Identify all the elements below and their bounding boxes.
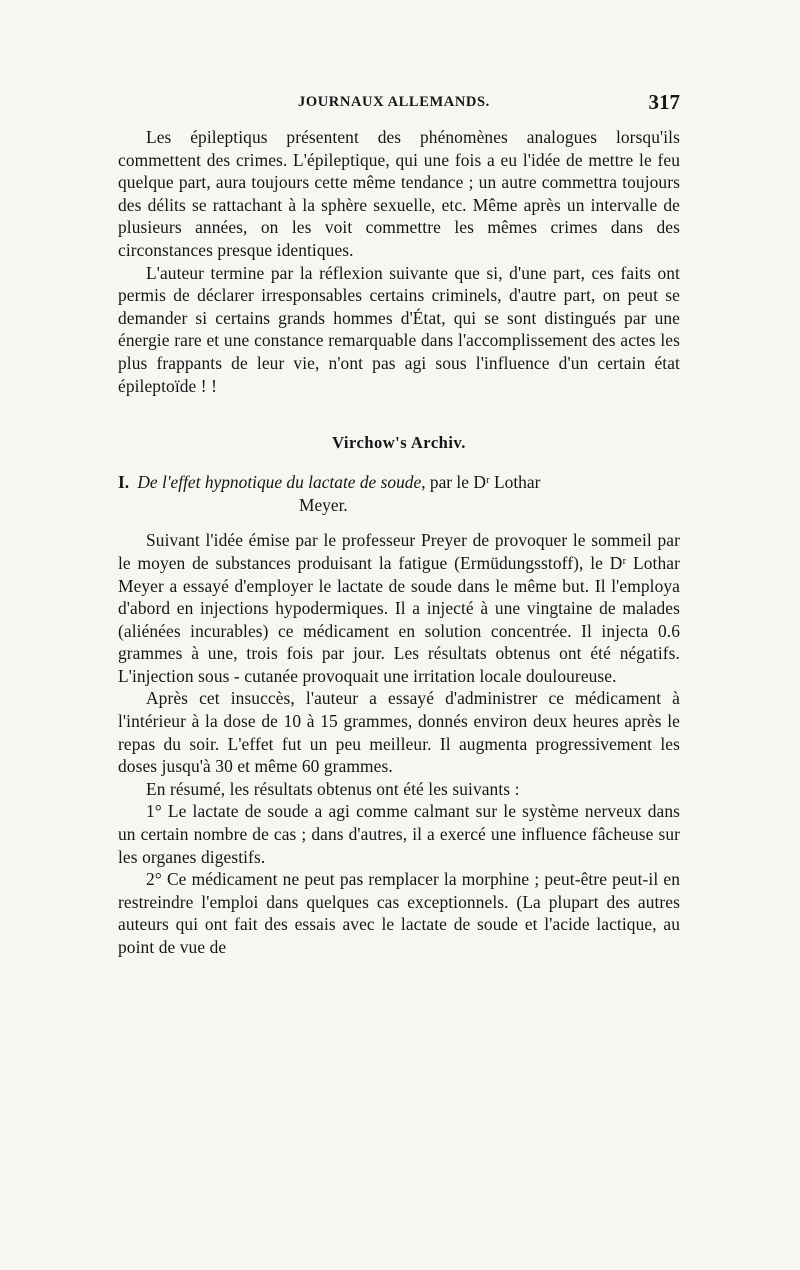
entry-author-suffix: Meyer. <box>299 494 348 515</box>
entry-heading <box>118 471 680 516</box>
paragraph: Les épileptiqus présentent des phénomènes analogues lorsqu'ils commettent des crimes. L'épileptique, qui une fois a eu l'idée de mettre le feu quelque part, aura toujours cette même tendance ; un autre commettra toujours des délits se rattachant à la sphère sexuelle, etc. Même après un intervalle de plusieurs années, on les voit commettre les mêmes crimes dans des circonstances presque identiques. <box>118 127 680 260</box>
section-title: Virchow's Archiv. <box>332 433 466 453</box>
paragraph: L'auteur termine par la réflexion suivante que si, d'une part, ces faits ont permis de déclarer irresponsables certains criminels, d'autre part, on peut se demander si certains grands hommes d'État, qui se sont distingués par une énergie rare et une constance remarquable dans l'accomplissement des actes les plus frappants de leur vie, n'ont pas agi sous l'influence d'un certain état épileptoïde ! ! <box>118 262 680 396</box>
paragraph: 2° Ce médicament ne peut pas remplacer la morphine ; peut-être peut-il en restreindre l'emploi dans quelques cas exceptionnels. (La plupart des autres auteurs qui ont fait des essais avec le lactate de soude et l'acide lactique, au point de vue de <box>118 869 680 957</box>
paragraph: En résumé, les résultats obtenus ont été les suivants : <box>146 778 520 799</box>
paragraph: Après cet insuccès, l'auteur a essayé d'administrer ce médicament à l'intérieur à la dose de 10 à 15 grammes, donnés environ deux heures après le repas du soir. L'effet fut un peu meilleur. Il augmenta progressivement les doses jusqu'à 30 et même 60 grammes. <box>118 688 680 777</box>
running-head <box>118 90 680 118</box>
paragraph: 1° Le lactate de soude a agi comme calmant sur le système nerveux dans un certain nombre de cas ; dans d'autres, il a exercé une influence fâcheuse sur les organes digestifs. <box>118 801 680 867</box>
entry-number: I. <box>118 472 130 493</box>
running-title: JOURNAUX ALLEMANDS. <box>298 94 490 110</box>
paragraph: Suivant l'idée émise par le professeur Preyer de provoquer le sommeil par le moyen de substances produisant la fatigue (Ermüdungsstoff), le Dʳ Lothar Meyer a essayé d'employer le lactate de soude dans le même but. Il l'employa d'abord en injections hypodermiques. Il a injecté à une vingtaine de malades (aliénées incurables) ce médicament en solution concentrée. Il injecta 0.6 grammes à une, trois fois par jour. Les résultats obtenus ont été négatifs. L'injection sous - cutanée provoquait une irritation locale douloureuse. <box>118 530 680 686</box>
entry-title: De l'effet hypnotique du lactate de soude <box>137 472 422 493</box>
page-number: 317 <box>648 90 680 114</box>
main-text <box>118 126 680 959</box>
entry-author-prefix: , par le Dʳ Lothar <box>421 472 541 493</box>
